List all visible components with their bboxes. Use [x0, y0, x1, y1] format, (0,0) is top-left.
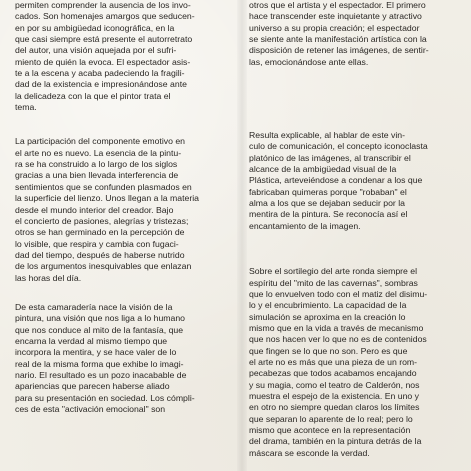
text-line: ces de esta "activación emocional" son [15, 404, 166, 414]
text-line: el arte no es nuevo. La esencia de la pintu- [15, 147, 182, 158]
left-paragraph-3 [15, 302, 234, 415]
right-paragraph-2 [249, 130, 465, 232]
text-line: la delicadeza con la que el pintor trata el [15, 90, 171, 101]
text-line: en por su ambigüedad iconográfica, en la [15, 22, 175, 33]
text-line: disposición de retener las imágenes, de sentir- [249, 45, 429, 56]
text-line: apariencias que parecen haberse aliado [15, 381, 170, 392]
text-line: lo visible, que respira y cambia con fugaci- [15, 238, 179, 249]
text-line: las, emocionándose ante ellas. [249, 56, 369, 67]
text-line: alcance de la ambigüedad visual de la [249, 164, 397, 175]
right-paragraph-3 [249, 266, 465, 459]
text-line: y su magia, como el teatro de Calderón, nos [249, 379, 420, 390]
text-line: se siente ante la manifestación artística con la [249, 34, 427, 45]
text-line: lo y el encubrimiento. La capacidad de la [249, 300, 407, 311]
text-line: las horas del día. [15, 272, 82, 283]
text-line: espíritu del "mito de las cavernas", sombras [249, 277, 418, 288]
text-line: el arte no es más que una pieza de un rom- [249, 356, 418, 367]
left-paragraph-1 [15, 0, 234, 113]
paragraph-spacer [15, 284, 234, 302]
text-line: pintura, una visión que nos liga a lo humano [15, 313, 186, 324]
text-line: sentimientos que se confunden plasmados en [15, 181, 192, 192]
text-line: ra se ha construido a lo largo de los siglos [15, 159, 178, 170]
text-line: que nos hacen ver lo que no es de contenidos [249, 334, 427, 345]
text-line: desde el mundo interior del creador. Bajo [15, 204, 174, 215]
text-line: máscara se esconde la verdad. [249, 447, 370, 458]
left-column [15, 0, 234, 415]
text-line: que fingen se lo que no son. Pero es que [249, 345, 408, 356]
text-line: el concierto de pasiones, alegrías y tristezas; [15, 215, 189, 226]
text-line: Resulta explicable, al hablar de este vin- [249, 130, 405, 141]
text-line: que separan lo aparente de lo real; pero lo [249, 413, 413, 424]
text-line: real de la misma forma que exhibe lo imagi- [15, 358, 184, 369]
text-line: gracias a una bien llevada interferencia de [15, 170, 179, 181]
text-line: mismo que en la vida a través de mecanismo [249, 322, 424, 333]
text-line: De esta camaradería nace la visión de la [15, 301, 173, 312]
text-line: pecabezas que todos acabamos encajando [249, 368, 417, 379]
text-line: en otro no siempre quedan claros los límites [249, 402, 420, 413]
text-line: la superficie del lienzo. Unos llegan a la materia [15, 193, 199, 204]
text-line: nario. El resultado es un pozo inacabable de [15, 369, 187, 380]
text-line: alma a los que se dejaban seducir por la [249, 198, 405, 209]
text-line: fabricaban quimeras porque "robaban" el [249, 186, 407, 197]
text-line: miento de quién la evoca. El espectador asis- [15, 56, 191, 67]
text-line: mismo que acontece en la representación [249, 424, 411, 435]
text-line: de los argumentos inesquivables que enlazan [15, 261, 192, 272]
text-line: cados. Son homenajes amargos que seducen- [15, 11, 195, 22]
text-line: te a la escena y acaba padeciendo la fragili- [15, 68, 185, 79]
page-gutter [237, 0, 247, 471]
text-line: incorpora la mentira, y se hace valer de lo [15, 347, 177, 358]
text-line: del drama, también en la pintura detrás de la [249, 436, 422, 447]
text-line: dad de la existencia e impresionándose ante [15, 79, 187, 90]
text-line: dad del tiempo, después de haberse nutrido [15, 249, 185, 260]
text-line: platónico de las imágenes, al transcribir el [249, 152, 411, 163]
paragraph-spacer [15, 113, 234, 136]
right-paragraph-1 [249, 0, 465, 68]
text-line: universo a su propia creación; el espectador [249, 22, 420, 33]
text-line: que nos conduce al mito de la fantasía, que [15, 324, 184, 335]
text-line: que lo envuelven todo con el matiz del disimu- [249, 288, 428, 299]
paragraph-spacer [249, 68, 465, 130]
text-line: que casi siempre está presente el autorretrato [15, 34, 193, 45]
text-line: Sobre el sortilegio del arte ronda siempre el [249, 266, 418, 277]
text-line: tema. [15, 102, 37, 113]
text-line: para su presentación en sociedad. Los cómpli- [15, 392, 195, 403]
text-line: Plástica, arteveiéndose a condenar a los que [249, 175, 423, 186]
text-line: mentira de la pintura. Se reconocía así el [249, 209, 408, 220]
text-line: hace transcender este inquietante y atractivo [249, 11, 422, 22]
left-paragraph-2 [15, 136, 234, 283]
text-line: La participación del componente emotivo en [15, 136, 185, 147]
text-line: simulación se aproxima en la creación lo [249, 311, 406, 322]
text-line: otros que el artista y el espectador. El primero [249, 0, 426, 10]
text-line: culo de comunicación, el concepto iconoclasta [249, 141, 428, 152]
text-line: encantamiento de la imagen. [249, 220, 361, 231]
text-line: del autor, una visión aquejada por el sufri- [15, 45, 177, 56]
text-line: encarna la verdad al mismo tiempo que [15, 335, 168, 346]
text-line: permiten comprender la ausencia de los invo- [15, 0, 191, 10]
paragraph-spacer [249, 232, 465, 266]
text-line: muestra el espejo de la existencia. En uno y [249, 390, 419, 401]
text-line: otros se han germinado en la percepción de [15, 227, 185, 238]
right-column [249, 0, 465, 459]
